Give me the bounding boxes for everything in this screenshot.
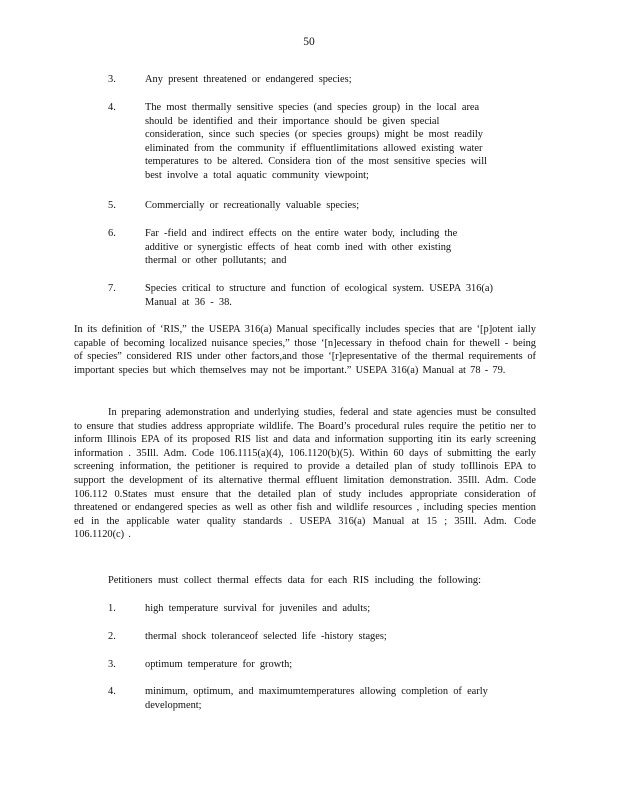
list-text: optimum temperature for growth; [145,659,293,670]
list-number: 4. [108,686,116,697]
list-item [108,602,508,616]
list-item [108,227,483,268]
list-text: The most thermally sensitive species (and species group) in the local area should be identified and their importance should be given special consideration, since such species (or species groups) might be most readily eliminated from the community if effluentlimitations allowed existing water temperatures to be altered. Considera tion of the most sensitive species will best involve a total aquatic community viewpoint; [145,102,487,181]
page-number: 50 [303,36,315,48]
list-number: 5. [108,200,116,211]
paragraph-ris-definition: In its definition of ‘RIS,” the USEPA 316(a) Manual specifically includes species that are ‘[p]otent ially capable of becoming localized nuisance species,” those ‘[n]ecessary in thefood chain for thewell - being of species” considered RIS under other factors,and those ‘[r]epresentative of the thermal requirements of important species but which themselves may not be important.” USEPA 316(a) Manual at 78 - 79. [74,324,536,376]
list-number: 3. [108,74,116,85]
list-number: 1. [108,603,116,614]
list-text: Species critical to structure and function of ecological system. USEPA 316(a) Manual at 36 - 38. [145,283,493,308]
list-text: Any present threatened or endangered species; [145,74,352,85]
paragraph-preparing-demonstration [74,406,536,542]
list-item [108,101,503,183]
list-text: minimum, optimum, and maximumtemperatures allowing completion of early development; [145,686,488,711]
paragraph-text: In preparing ademonstration and underlying studies, federal and state agencies must be consulted to ensure that studies address appropriate wildlife. The Board’s procedural rules require the petitio ner to inform Illinois EPA of its proposed RIS list and data and information supporting itin its early screening information . 35Ill. Adm. Code 106.1115(a)(4), 106.1120(b)(5). Within 60 days of submitting the early screening information, the petitioner is required to provide a detailed plan of study toIllinois EPA to support the development of its alternative thermal effluent limitation demonstration. 35Ill. Adm. Code 106.112 0.States must ensure that the detailed plan of study includes appropriate consideration of threatened or endangered species as well as other fish and wildlife resources , including species mention ed in the applicable water quality standards . USEPA 316(a) Manual at 15 ; 35Ill. Adm. Code 106.1120(c) . [74,407,536,541]
list-number: 6. [108,228,116,239]
list-text: high temperature survival for juveniles and adults; [145,603,371,614]
list-text: Commercially or recreationally valuable species; [145,200,360,211]
list-number: 7. [108,283,116,294]
list-number: 4. [108,102,116,113]
list-text: thermal shock toleranceof selected life -history stages; [145,631,387,642]
list-text: Far -field and indirect effects on the entire water body, including the additive or synergistic effects of heat comb ined with other existing thermal or other pollutants; and [145,228,458,267]
list-item [108,630,508,644]
list-item [108,685,503,712]
list-number: 3. [108,659,116,670]
list-item [108,658,508,672]
list-item [108,73,508,87]
list-item [108,282,493,309]
paragraph-petitioners: Petitioners must collect thermal effects data for each RIS including the following: [108,575,482,586]
list-number: 2. [108,631,116,642]
list-item [108,199,508,213]
